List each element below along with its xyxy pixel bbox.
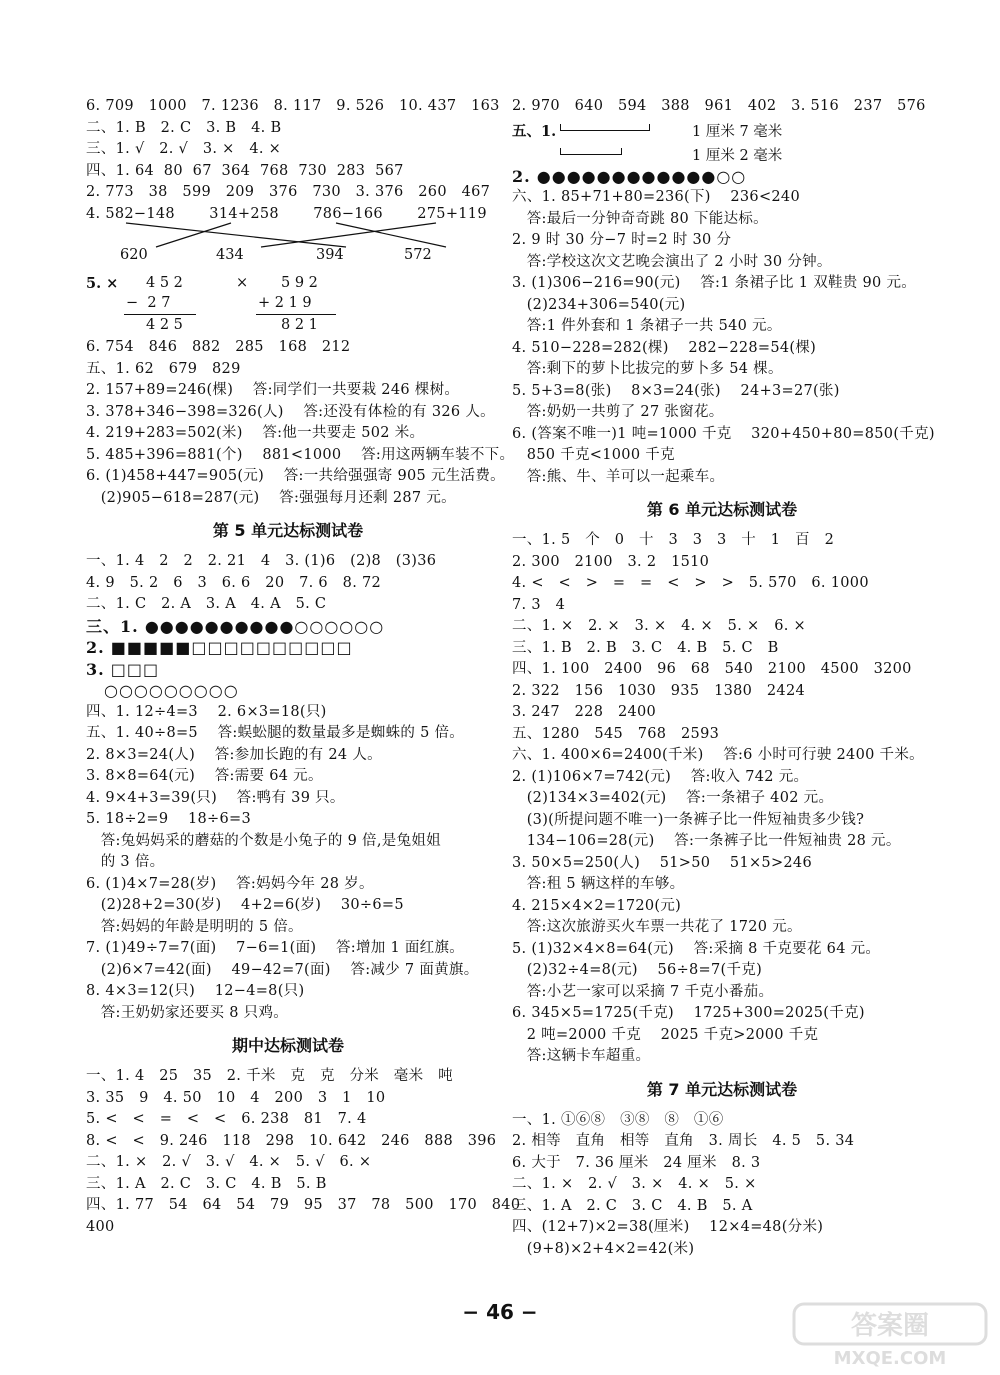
segment-caption-2: 1 厘米 2 毫米: [692, 147, 783, 164]
answer-line: 四、1. 64 80 67 364 768 730 283 567: [86, 162, 404, 179]
crossmatch-diagram: [86, 225, 490, 269]
right-column: [512, 96, 935, 1260]
segment-label: 五、1.: [512, 122, 557, 140]
shapes-label-2: 2.: [86, 638, 105, 657]
segment-caption-1: 1 厘米 7 毫米: [692, 123, 783, 140]
segment-line-1: [560, 130, 650, 131]
answer-line: 一、1. 5 个 0 十 3 3 3 十 1 百 2: [512, 532, 835, 548]
answer-line: 6. (1)4×7=28(岁) 答:妈妈今年 28 岁。: [86, 875, 374, 892]
answer-line: (2)6×7=42(面) 49−42=7(面) 答:减少 7 面黄旗。: [86, 961, 479, 978]
segment-drawing: [512, 118, 932, 164]
answer-line: 2. 8×3=24(人) 答:参加长跑的有 24 人。: [86, 746, 382, 763]
answer-line: 3. 50×5=250(人) 51>50 51×5>246: [512, 854, 812, 871]
unit5-answers-b: [86, 702, 490, 1025]
unit6-title: 第 6 单元达标测试卷: [646, 500, 798, 519]
answer-line: 400: [86, 1218, 115, 1235]
unit5-shapes-row-4: [86, 680, 490, 702]
answer-line: 三、1. A 2. C 3. C 4. B 5. B: [86, 1175, 327, 1192]
shapes-circles-2: ○○○○○○○○○: [104, 681, 239, 700]
answer-line: 4. 215×4×2=1720(元): [512, 897, 682, 914]
answer-line: 6. 754 846 882 285 168 212: [86, 339, 351, 355]
answer-line: 二、1. C 2. A 3. A 4. A 5. C: [86, 596, 327, 612]
answer-line: 3. 35 9 4. 50 10 4 200 3 1 10: [86, 1089, 386, 1106]
answer-line: 四、1. 12÷4=3 2. 6×3=18(只): [86, 703, 327, 720]
answer-line: 二、1. B 2. C 3. B 4. B: [86, 119, 282, 136]
answer-line: 7. (1)49÷7=7(面) 7−6=1(面) 答:增加 1 面红旗。: [86, 940, 465, 956]
answer-line: 三、1. B 2. B 3. C 4. B 5. C B: [512, 639, 779, 656]
answer-line: 5. < < = < < 6. 238 81 7. 4: [86, 1111, 367, 1127]
answer-line: (2)234+306=540(元): [512, 296, 686, 313]
answer-line: 二、1. × 2. √ 3. × 4. × 5. ×: [512, 1176, 757, 1192]
answer-line: 答:这辆卡车超重。: [512, 1048, 651, 1064]
answer-line: 4. 219+283=502(米) 答:他一共要走 502 米。: [86, 425, 425, 441]
answer-line: 三、1. A 2. C 3. C 4. B 5. A: [512, 1197, 753, 1214]
answer-line: (2)134×3=402(元) 答:一条裙子 402 元。: [512, 790, 834, 806]
answer-line: 五、1. 62 679 829: [86, 360, 241, 377]
answer-line: 5. 485+396=881(个) 881<1000 答:用这两辆车装不下。: [86, 446, 515, 463]
answer-line: 答:这次旅游买火车票一共花了 1720 元。: [512, 919, 802, 935]
shapes-squares-small: □□□: [110, 659, 160, 679]
vertical-a1: 4 5 2: [146, 275, 183, 291]
shapes-circles-1: ●●●●●●●●●●○○○○○○: [144, 616, 385, 636]
left-answers-block-b: [86, 337, 515, 509]
segment-tick: [621, 148, 622, 155]
vertical-r2: 8 2 1: [281, 317, 318, 333]
segment-tick: [560, 124, 561, 131]
answer-line: 4. 9×4+3=39(只) 答:鸭有 39 只。: [86, 789, 345, 806]
shapes-label-3: 3.: [86, 659, 105, 679]
cross-answer-4: 572: [404, 247, 432, 263]
answer-line: 的 3 倍。: [86, 854, 165, 870]
answer-line: 2 吨=2000 千克 2025 千克>2000 千克: [512, 1026, 819, 1043]
vertical-label: 5. ×: [86, 275, 119, 292]
answer-line: 答:王奶奶家还要买 8 只鸡。: [86, 1004, 289, 1021]
unit5-title: 第 5 单元达标测试卷: [212, 521, 364, 540]
shapes-label-1: 三、1.: [86, 616, 139, 636]
answer-line: 5. (1)32×4×8=64(元) 答:采摘 8 千克要花 64 元。: [512, 940, 881, 957]
answer-line: 8. < < 9. 246 118 298 10. 642 246 888 396: [86, 1132, 497, 1149]
midterm-answers: [86, 1066, 521, 1238]
answer-line: 答:1 件外套和 1 条裙子一共 540 元。: [512, 318, 782, 334]
answer-line: 3. (1)306−216=90(元) 答:1 条裙子比 1 双鞋贵 90 元。: [512, 275, 917, 291]
unit5-shapes-row-3: [86, 659, 490, 681]
left-column: [86, 96, 521, 1238]
unit7-answers: [512, 1110, 932, 1261]
answer-line: 五、1280 545 768 2593: [512, 725, 720, 742]
shapes-squares: ■■■■■□□□□□□□□□□: [110, 638, 353, 657]
svg-text:答案圈: 答案圈: [850, 1311, 930, 1341]
right-answers-block-b: [512, 187, 935, 488]
answer-line: 答:最后一分钟奇奇跳 80 下能达标。: [512, 210, 768, 227]
answer-line: 2. 773 38 599 209 376 730 3. 376 260 467: [86, 184, 491, 200]
unit7-title: 第 7 单元达标测试卷: [646, 1079, 798, 1099]
unit5-shapes-row-1: [86, 616, 490, 638]
watermark-logo: [790, 1300, 990, 1370]
segment-tick: [560, 148, 561, 155]
answer-line: 2. 相等 直角 相等 直角 3. 周长 4. 5 5. 34: [512, 1133, 855, 1149]
answer-line: 4. < < > = = < > > 5. 570 6. 1000: [512, 575, 869, 591]
midterm-title: 期中达标测试卷: [231, 1036, 344, 1055]
answer-line: 答:奶奶一共剪了 27 张窗花。: [512, 404, 724, 420]
cross-answer-1: 620: [120, 247, 148, 263]
dots-label: 2.: [512, 166, 531, 186]
answer-line: 6. 345×5=1725(千克) 1725+300=2025(千克): [512, 1005, 865, 1021]
dots-circles: ●●●●●●●●●●●●○○: [536, 166, 747, 186]
answer-line: (2)28+2=30(岁) 4+2=6(岁) 30÷6=5: [86, 897, 404, 913]
answer-line: (2)905−618=287(元) 答:强强每月还剩 287 元。: [86, 489, 456, 506]
answer-line: 答:小艺一家可以采摘 7 千克小番茄。: [512, 983, 774, 1000]
answer-line: 答:剩下的萝卜比拔完的萝卜多 54 棵。: [512, 361, 783, 377]
answer-line: 6. 大于 7. 36 厘米 24 厘米 8. 3: [512, 1154, 761, 1171]
answer-line: 四、(12+7)×2=38(厘米) 12×4=48(分米): [512, 1219, 824, 1235]
answer-line: 134−106=28(元) 答:一条裤子比一件短袖贵 28 元。: [512, 833, 901, 849]
answer-line: 四、1. 77 54 64 54 79 95 37 78 500 170 840: [86, 1197, 521, 1213]
answer-line: 2. 970 640 594 388 961 402 3. 516 237 576: [512, 98, 926, 114]
dots-row: [512, 166, 932, 188]
answer-line: 5. 5+3=8(张) 8×3=24(张) 24+3=27(张): [512, 382, 840, 399]
answer-line: 二、1. × 2. × 3. × 4. × 5. × 6. ×: [512, 618, 806, 634]
answer-line: 答:熊、牛、羊可以一起乘车。: [512, 468, 725, 485]
answer-line: 三、1. √ 2. √ 3. × 4. ×: [86, 141, 282, 157]
answer-line: 4. 582−148 314+258 786−166 275+119: [86, 205, 487, 222]
right-answers-block-a: [512, 96, 932, 118]
answer-line: 2. 9 时 30 分−7 时=2 时 30 分: [512, 232, 732, 248]
cross-answer-3: 394: [316, 247, 344, 263]
answer-line: 答:兔妈妈采的蘑菇的个数是小兔子的 9 倍,是兔姐姐: [86, 832, 441, 849]
cross-answer-2: 434: [216, 247, 244, 263]
vertical-r1: 4 2 5: [146, 317, 183, 333]
answer-line: 六、1. 85+71+80=236(下) 236<240: [512, 189, 800, 205]
left-answers-block-a: [86, 96, 500, 225]
answer-line: (9+8)×2+4×2=42(米): [512, 1240, 695, 1257]
answer-line: 2. (1)106×7=742(元) 答:收入 742 元。: [512, 768, 809, 785]
answer-line: 二、1. × 2. √ 3. √ 4. × 5. √ 6. ×: [86, 1154, 372, 1170]
answer-line: 850 千克<1000 千克: [512, 447, 675, 463]
answer-line: (2)32÷4=8(元) 56÷8=7(千克): [512, 962, 763, 978]
answer-line: 一、1. ①⑥⑧ ③⑧ ⑧ ①⑥: [512, 1111, 724, 1128]
vertical-op1: − 2 7: [126, 295, 171, 311]
answer-line: 5. 18÷2=9 18÷6=3: [86, 811, 251, 827]
page-number: − 46 −: [462, 1300, 538, 1324]
answer-line: 7. 3 4: [512, 596, 566, 613]
answer-line: 4. 9 5. 2 6 3 6. 6 20 7. 6 8. 72: [86, 574, 382, 591]
vertical-calculation: [86, 273, 490, 337]
answer-line: 2. 322 156 1030 935 1380 2424: [512, 682, 806, 699]
vertical-a2: 5 9 2: [281, 275, 318, 291]
unit6-answers: [512, 530, 932, 1068]
answer-line: 2. 157+89=246(棵) 答:同学们一共要栽 246 棵树。: [86, 382, 460, 398]
unit5-answers-a: [86, 551, 490, 616]
answer-line: 六、1. 400×6=2400(千米) 答:6 小时可行驶 2400 千米。: [512, 747, 924, 763]
answer-line: 6. 709 1000 7. 1236 8. 117 9. 526 10. 437 163: [86, 98, 500, 114]
answer-line: 3. 378+346−398=326(人) 答:还没有体检的有 326 人。: [86, 403, 495, 420]
answer-line: 一、1. 4 2 2 2. 21 4 3. (1)6 (2)8 (3)36: [86, 553, 437, 569]
answer-line: 3. 8×8=64(元) 答:需要 64 元。: [86, 768, 323, 784]
answer-line: 五、1. 40÷8=5 答:蜈蚣腿的数量最多是蜘蛛的 5 倍。: [86, 725, 465, 741]
answer-line: 3. 247 228 2400: [512, 704, 657, 720]
svg-text:MXQE.COM: MXQE.COM: [833, 1348, 947, 1369]
unit5-shapes-row-2: [86, 637, 490, 659]
answer-line: 4. 510−228=282(棵) 282−228=54(棵): [512, 339, 817, 356]
vertical-op2: + 2 1 9: [258, 295, 312, 311]
segment-line-2: [560, 154, 622, 155]
answer-line: 一、1. 4 25 35 2. 千米 克 克 分米 毫米 吨: [86, 1068, 453, 1084]
answer-line: 6. (1)458+447=905(元) 答:一共给强强寄 905 元生活费。: [86, 468, 505, 484]
answer-line: 四、1. 100 2400 96 68 540 2100 4500 3200: [512, 661, 912, 677]
answer-line: 答:妈妈的年龄是明明的 5 倍。: [86, 918, 303, 935]
answer-line: 2. 300 2100 3. 2 1510: [512, 553, 710, 570]
answer-line: 8. 4×3=12(只) 12−4=8(只): [86, 983, 305, 999]
segment-tick: [649, 124, 650, 131]
answer-line: (3)(所提问题不唯一)一条裤子比一件短袖贵多少钱?: [512, 811, 865, 828]
answer-line: 答:学校这次文艺晚会演出了 2 小时 30 分钟。: [512, 253, 832, 270]
answer-line: 6. (答案不唯一)1 吨=1000 千克 320+450+80=850(千克): [512, 425, 935, 442]
vertical-mark: ×: [236, 275, 249, 291]
answer-line: 答:租 5 辆这样的车够。: [512, 876, 685, 892]
